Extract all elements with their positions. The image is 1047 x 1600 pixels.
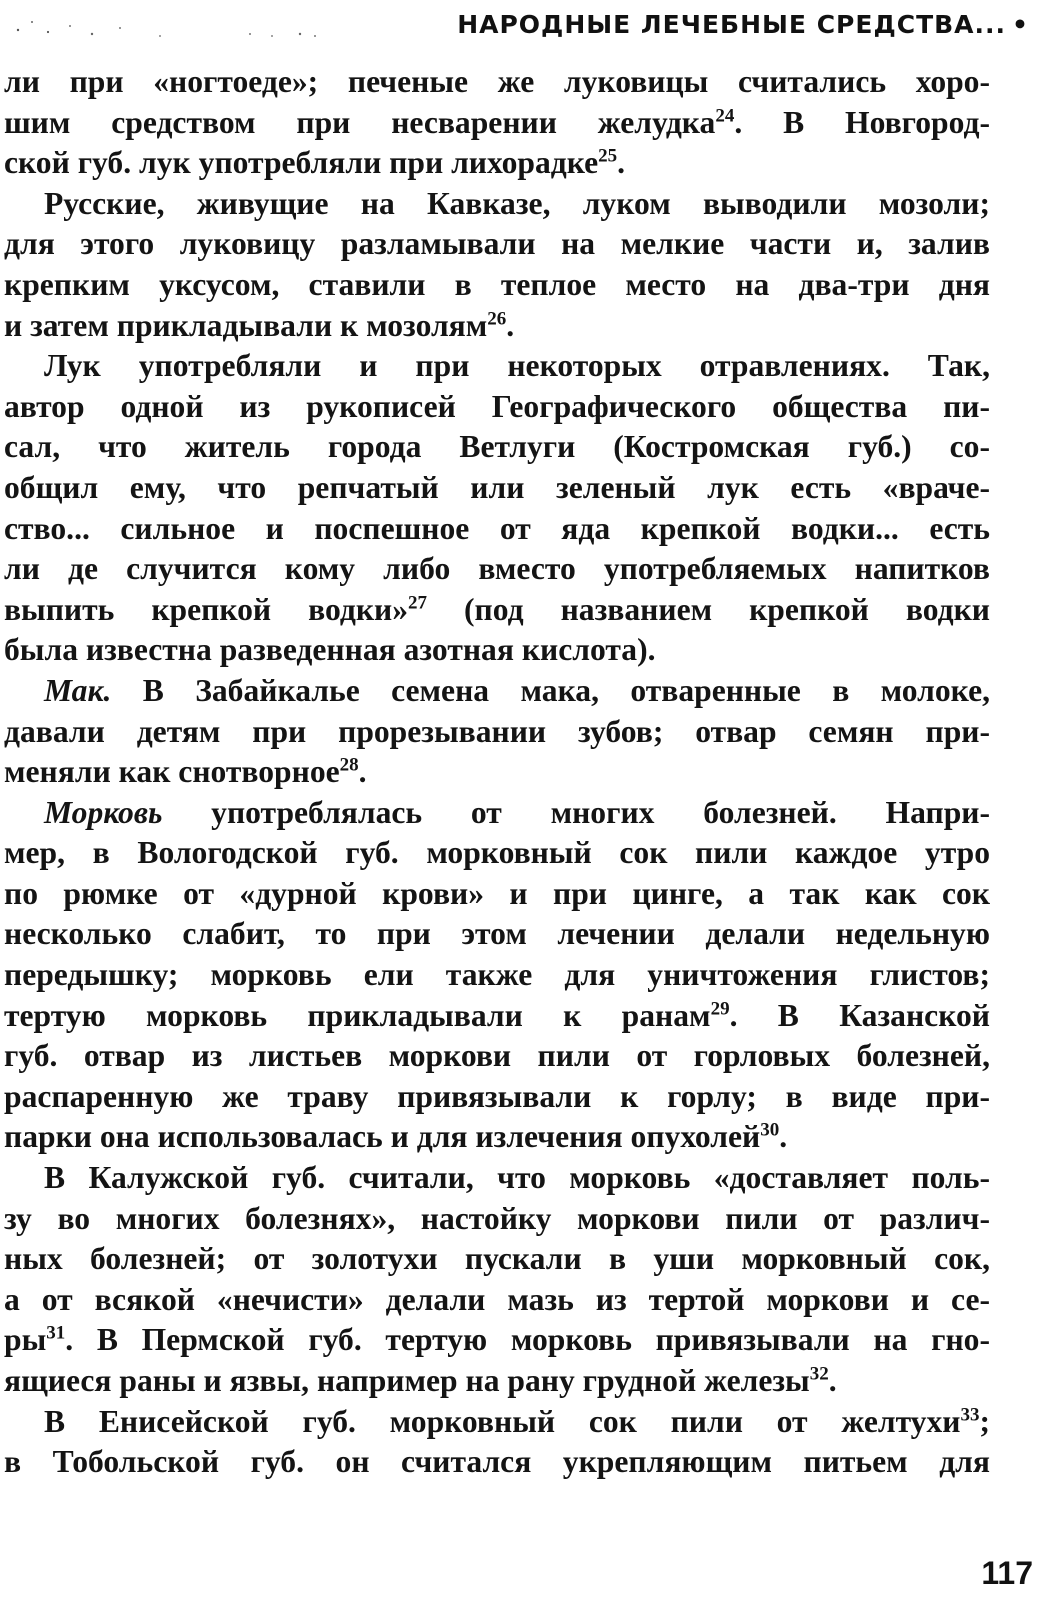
text-line — [4, 1320, 990, 1361]
text-line — [4, 1361, 990, 1402]
text-line: ли де случится кому либо вместо употребляемых напитков — [4, 551, 990, 587]
footnote-ref: 29 — [710, 998, 730, 1020]
footnote-ref: 25 — [598, 145, 618, 167]
text-line: была известна разведенная азотная кислота). — [4, 632, 656, 668]
text-fragment: . — [358, 754, 367, 790]
text-line — [4, 590, 990, 631]
text-line — [4, 143, 990, 184]
footnote-ref: 27 — [408, 592, 428, 614]
text-fragment: . — [506, 307, 515, 343]
text-fragment: . В Казанской — [729, 997, 990, 1033]
text-fragment: . — [828, 1363, 837, 1398]
text-line — [4, 793, 990, 834]
footnote-ref: 24 — [715, 105, 735, 127]
footnote-ref: 31 — [46, 1322, 66, 1344]
text-fragment: . — [617, 145, 626, 181]
text-line: распаренную же траву привязывали к горлу; в виде при- — [4, 1078, 990, 1114]
running-head — [457, 10, 1029, 39]
text-line: Русские, живущие на Кавказе, луком выводили мозоли; — [44, 185, 990, 221]
text-line — [4, 1402, 990, 1443]
text-line — [4, 1117, 990, 1158]
text-line: по рюмке от «дурной крови» и при цинге, а так как сок — [4, 875, 990, 911]
footnote-ref: 33 — [960, 1404, 980, 1426]
text-fragment: тертую морковь прикладывали к ранам — [4, 997, 711, 1033]
text-line: а от всякой «нечисти» делали мазь из тертой моркови и се- — [4, 1281, 990, 1317]
term-italic: Морковь — [44, 794, 163, 830]
text-line — [4, 752, 990, 793]
running-head-dot: • — [1012, 10, 1029, 39]
footnote-ref: 26 — [487, 308, 507, 330]
text-line: сал, что житель города Ветлуги (Костромская губ.) со- — [4, 429, 990, 465]
text-line — [4, 306, 990, 347]
text-fragment: ры — [4, 1322, 47, 1358]
text-line: передышку; морковь ели также для уничтожения глистов; — [4, 957, 990, 993]
footnote-ref: 30 — [760, 1119, 780, 1141]
text-line: губ. отвар из листьев моркови пили от горловых болезней, — [4, 1038, 990, 1074]
text-fragment: парки она использовалась и для излечения опухолей — [4, 1119, 761, 1155]
text-fragment: меняли как снотворное — [4, 754, 340, 790]
text-line — [4, 996, 990, 1037]
text-fragment: В Забайкалье семена мака, отваренные в молоке, — [111, 672, 990, 708]
text-fragment: ; — [979, 1403, 990, 1439]
text-line: общил ему, что репчатый или зеленый лук есть «враче- — [4, 469, 990, 505]
text-fragment: шим средством при несварении желудка — [4, 104, 716, 140]
text-fragment: употреблялась от многих болезней. Напри- — [162, 794, 990, 830]
text-line — [4, 671, 990, 712]
text-fragment: ящиеся раны и язвы, например на рану грудной железы — [4, 1363, 810, 1398]
text-line — [4, 103, 990, 144]
text-line: ных болезней; от золотухи пускали в уши морковный сок, — [4, 1241, 990, 1277]
text-fragment: . В Пермской губ. тертую морковь привязывали на гно- — [65, 1322, 990, 1358]
text-line: Лук употребляли и при некоторых отравлениях. Так, — [44, 348, 990, 384]
text-line: для этого луковицу разламывали на мелкие части и, залив — [4, 226, 990, 262]
text-line: давали детям при прорезывании зубов; отвар семян при- — [4, 713, 990, 749]
text-line: автор одной из рукописей Географического общества пи- — [4, 388, 990, 424]
text-fragment: . — [779, 1119, 788, 1155]
text-fragment: (под названием крепкой водки — [427, 591, 990, 627]
footnote-ref: 28 — [339, 754, 359, 776]
text-fragment: В Енисейской губ. морковный сок пили от желтухи — [44, 1403, 961, 1439]
text-fragment: выпить крепкой водки» — [4, 591, 409, 627]
text-fragment: и затем прикладывали к мозолям — [4, 307, 488, 343]
text-line: в Тобольской губ. он считался укрепляющим питьем для — [4, 1444, 990, 1480]
body-text — [4, 62, 990, 1483]
text-line: ли при «ногтоеде»; печеные же луковицы считались хоро- — [4, 64, 990, 99]
text-line: ство... сильное и поспешное от яда крепкой водки... есть — [4, 510, 990, 546]
footnote-ref: 32 — [809, 1363, 829, 1385]
running-head-title: НАРОДНЫЕ ЛЕЧЕБНЫЕ СРЕДСТВА... — [457, 10, 1007, 39]
text-line: мер, в Вологодской губ. морковный сок пили каждое утро — [4, 835, 990, 871]
text-line: В Калужской губ. считали, что морковь «доставляет поль- — [44, 1160, 990, 1196]
text-fragment: ской губ. лук употребляли при лихорадке — [4, 145, 599, 181]
text-fragment: . В Новгород- — [734, 104, 990, 140]
text-line: зу во многих болезнях», настойку моркови пили от различ- — [4, 1200, 990, 1236]
term-italic: Мак. — [44, 672, 112, 708]
page-number: 117 — [981, 1555, 1033, 1591]
text-line: несколько слабит, то при этом лечении делали недельную — [4, 916, 990, 952]
text-line: крепким уксусом, ставили в теплое место на два-три дня — [4, 266, 990, 302]
scan-speckle-decoration — [10, 12, 330, 42]
